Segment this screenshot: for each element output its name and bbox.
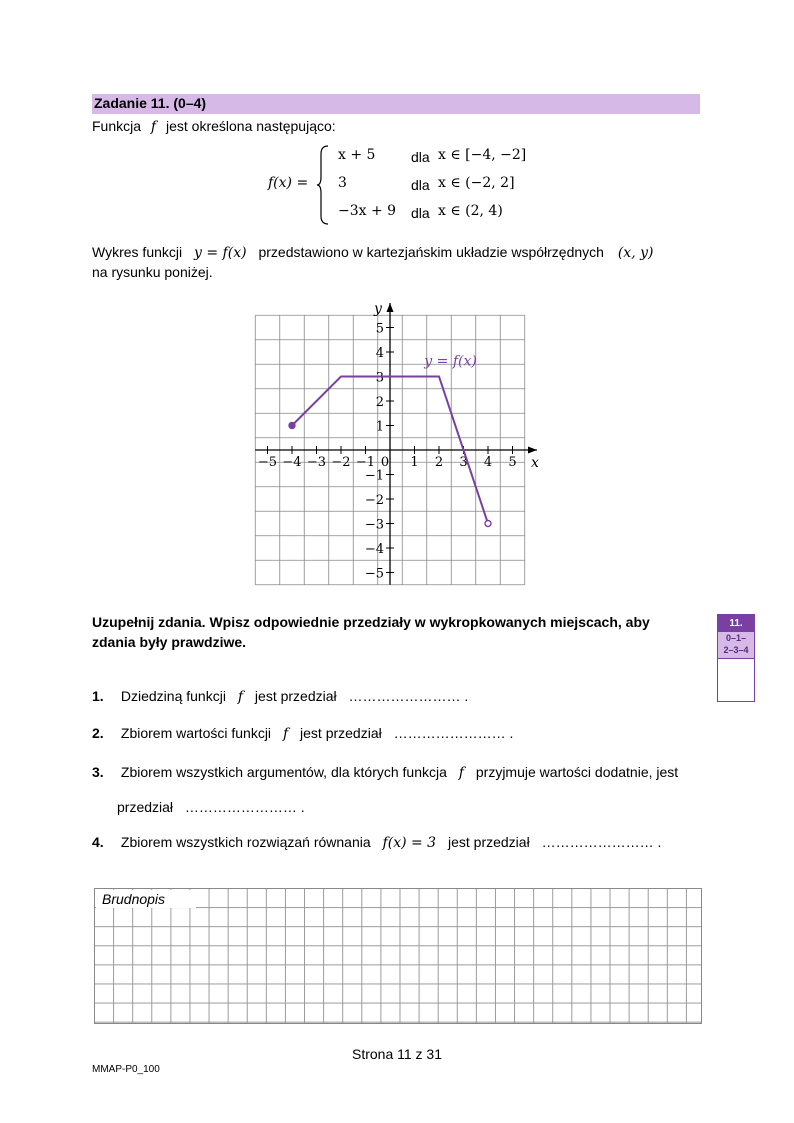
task-title: Zadanie 11. (0–4) <box>94 95 207 111</box>
item-3 <box>92 764 678 781</box>
item-3-text-a: Zbiorem wszystkich argumentów, dla których funkcja <box>120 764 447 780</box>
item-2-answer-blank[interactable]: …………………… . <box>393 725 514 741</box>
intro-text-after: jest określona następująco: <box>166 118 336 134</box>
page-number: Strona 11 z 31 <box>351 1046 443 1062</box>
item-3-text-b: przyjmuje wartości dodatnie, jest <box>475 764 679 780</box>
item-1 <box>92 688 468 705</box>
left-brace <box>316 144 330 226</box>
item-3-f: f <box>458 765 464 781</box>
y-tick-label: 1 <box>375 419 384 435</box>
graph-intro-line-2: na rysunku poniżej. <box>92 264 213 280</box>
y-tick-label: −3 <box>364 517 384 533</box>
case-1-dla: dla <box>411 149 430 165</box>
y-tick-label: 4 <box>375 346 384 361</box>
case-2-cond: x ∈ (−2, 2] <box>438 175 515 191</box>
x-tick-label: 1 <box>410 455 419 470</box>
graph-intro-text-b: przedstawiono w kartezjańskim układzie współrzędnych <box>258 244 604 260</box>
x-tick-label: −1 <box>355 455 376 470</box>
y-tick-label: −4 <box>364 542 384 557</box>
task-header <box>92 94 700 114</box>
x-tick-label: 3 <box>459 455 468 470</box>
item-3-number: 3. <box>92 764 104 780</box>
intro-text-before: Funkcja <box>92 118 142 134</box>
case-3-dla: dla <box>411 205 430 221</box>
item-2 <box>92 725 513 742</box>
x-tick-label: −3 <box>306 455 327 470</box>
score-points-line-1: 0–1– <box>725 633 747 643</box>
intro-line <box>92 118 336 135</box>
case-3-expr: −3x + 9 <box>338 203 397 219</box>
x-tick-label: 2 <box>434 455 444 470</box>
x-axis-arrow <box>528 447 537 454</box>
document-code: MMAP-P0_100 <box>92 1064 160 1075</box>
item-3-answer-blank[interactable]: …………………… . <box>184 799 305 815</box>
score-task-number: 11. <box>718 615 754 632</box>
graph-intro-eq: y = f(x) <box>194 245 247 261</box>
item-4-text-b: jest przedział <box>447 834 530 850</box>
draft-label: Brudnopis <box>96 890 196 908</box>
x-axis-label: x <box>531 455 539 471</box>
item-4-eq: f(x) = 3 <box>382 835 437 851</box>
piecewise-formula <box>268 144 548 226</box>
item-1-answer-blank[interactable]: …………………… . <box>348 688 469 704</box>
item-4-answer-blank[interactable]: …………………… . <box>541 834 662 850</box>
instruction-line-2: zdania były prawdziwe. <box>92 634 247 650</box>
y-axis-label: y <box>374 301 382 317</box>
open-endpoint <box>485 521 491 527</box>
item-1-text-a: Dziedziną funkcji <box>120 688 226 704</box>
y-tick-label: −1 <box>364 468 384 484</box>
x-tick-label: −5 <box>257 455 278 470</box>
item-2-f: f <box>282 726 289 742</box>
item-4 <box>92 834 661 851</box>
item-1-text-b: jest przedział <box>254 688 337 704</box>
y-tick-label: −5 <box>364 566 384 582</box>
item-2-number: 2. <box>92 725 104 741</box>
y-tick-label: −2 <box>364 493 384 508</box>
x-tick-label: −2 <box>331 455 351 470</box>
item-4-number: 4. <box>92 834 104 850</box>
case-2-dla: dla <box>411 177 430 193</box>
closed-endpoint <box>289 423 295 429</box>
score-points-line-2: 2–3–4 <box>723 645 749 655</box>
function-label: y = f(x) <box>424 353 477 370</box>
x-tick-label: −4 <box>282 455 302 470</box>
case-1-cond: x ∈ [−4, −2] <box>438 147 527 163</box>
instruction-line-1: Uzupełnij zdania. Wpisz odpowiednie przedziały w wykropkowanych miejscach, aby <box>92 614 650 630</box>
x-tick-label: 4 <box>483 455 493 470</box>
item-1-number: 1. <box>92 688 104 704</box>
item-3-text-c: przedział <box>117 799 174 815</box>
item-4-text-a: Zbiorem wszystkich rozwiązań równania <box>120 834 371 850</box>
case-1-expr: x + 5 <box>338 147 376 163</box>
item-2-text-b: jest przedział <box>300 725 382 741</box>
intro-f-symbol: f <box>150 119 157 135</box>
y-tick-label: 5 <box>375 321 384 337</box>
graph-intro-line-1 <box>92 244 653 261</box>
y-tick-label: 3 <box>375 370 384 386</box>
y-tick-label: 2 <box>375 395 384 410</box>
graph-intro-pair: (x, y) <box>617 245 654 261</box>
formula-lhs: f(x) = <box>268 175 309 191</box>
item-3-continuation <box>117 799 305 815</box>
x-tick-label: 0 <box>380 455 390 470</box>
item-1-f: f <box>237 689 244 705</box>
item-2-text-a: Zbiorem wartości funkcji <box>120 725 272 741</box>
score-box <box>717 614 755 702</box>
case-2-expr: 3 <box>338 175 347 191</box>
case-3-cond: x ∈ (2, 4) <box>438 203 503 219</box>
function-graph <box>250 290 550 590</box>
score-points <box>718 632 754 659</box>
draft-area[interactable] <box>94 888 702 1024</box>
score-input-cell[interactable] <box>718 659 754 701</box>
graph-intro-text-a: Wykres funkcji <box>92 244 183 260</box>
y-axis-arrow <box>387 303 394 312</box>
x-tick-label: 5 <box>508 455 517 470</box>
